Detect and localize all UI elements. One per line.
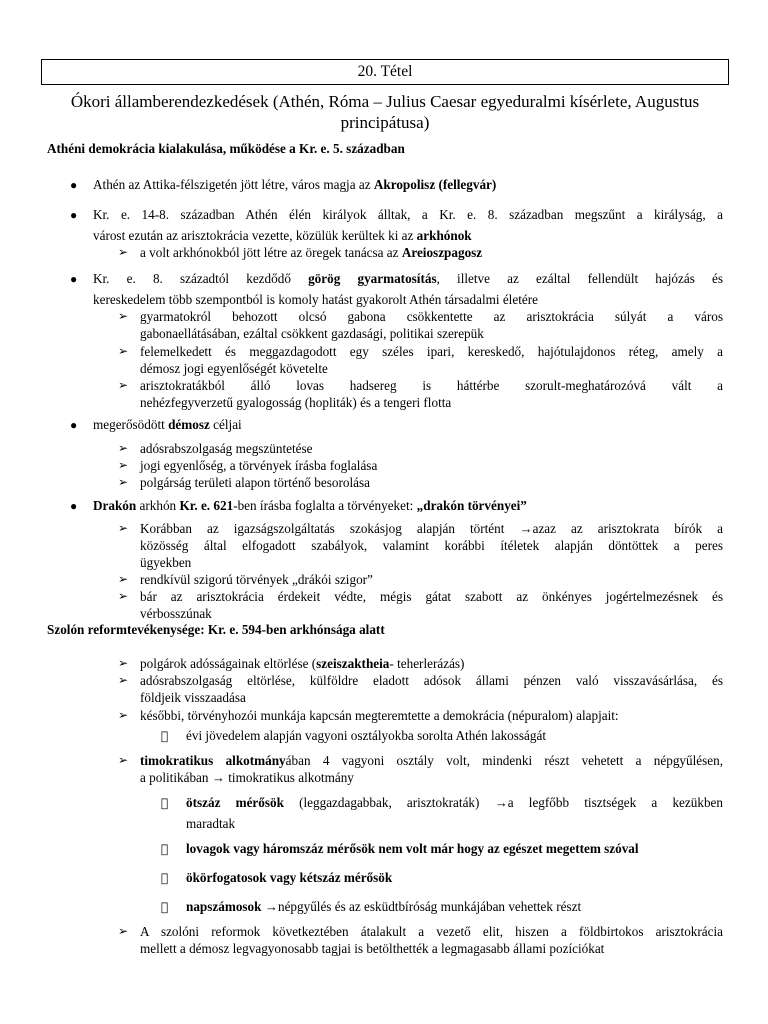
item-bold: Areioszpagosz bbox=[401, 245, 483, 260]
arrow-bullet-icon: ➢ bbox=[118, 458, 129, 472]
item-text: -ben írásba foglalta a törvényeket: bbox=[233, 498, 417, 513]
sub-list-item-line: rendkívül szigorú törvények „drákói szigor” bbox=[140, 572, 373, 587]
item-text: várost ezután az arisztokrácia vezette, közülük kerültek ki az bbox=[93, 228, 417, 243]
sub-list-item-line: ügyekben bbox=[140, 555, 192, 570]
subtitle-line-2: principátusa) bbox=[340, 113, 430, 132]
item-text: (leggazdagabbak, arisztokraták) →a legfőbb tisztségek a kezükben bbox=[283, 795, 723, 810]
square-bullet-icon bbox=[161, 839, 168, 859]
sub-list-item-line: démosz jogi egyenlőségét követelte bbox=[140, 361, 328, 376]
item-bold: Kr. e. 621 bbox=[179, 498, 234, 513]
sub-list-item-line: későbbi, törvényhozói munkája kapcsán megteremtette a demokrácia (népuralom) alapjait: bbox=[140, 708, 619, 723]
item-text: - teherlerázás) bbox=[389, 656, 465, 671]
item-bold: timokratikus alkotmány bbox=[140, 753, 286, 768]
item-bold: Drakón bbox=[93, 498, 137, 513]
section-heading-solon: Szolón reformtevékenysége: Kr. e. 594-ben arkhónsága alatt bbox=[47, 622, 385, 637]
list-item bbox=[93, 497, 527, 514]
class-item-line bbox=[186, 794, 723, 811]
arrow-bullet-icon: ➢ bbox=[118, 572, 129, 586]
item-bold: démosz bbox=[168, 417, 210, 432]
arrow-bullet-icon: ➢ bbox=[118, 656, 129, 670]
bullet-icon: ● bbox=[70, 499, 78, 513]
class-item bbox=[186, 898, 581, 915]
sub-list-item-line: gabonaellátásában, ezáltal csökkent gazdasági, politikai szerepük bbox=[140, 326, 484, 341]
sub-list-item bbox=[140, 655, 464, 672]
sub-list-item-line: közösség által elfogadott szabályok, valamint korábbi ítéletek alapján döntöttek a peres bbox=[140, 538, 723, 553]
sub-list-item: adósrabszolgaság megszüntetése bbox=[140, 441, 313, 456]
list-item-line: kereskedelem több szempontból is komoly hatást gyakorolt Athén társadalmi életére bbox=[93, 292, 538, 307]
sub-list-item-line: A szolóni reformok következtében átalakult a vezető elit, hiszen a földbirtokos arisztokrácia bbox=[140, 924, 723, 939]
arrow-bullet-icon: ➢ bbox=[118, 378, 129, 392]
square-bullet-icon bbox=[161, 897, 168, 917]
subtitle-line-1: Ókori államberendezkedések (Athén, Róma – Julius Caesar egyeduralmi kísérlete, Augustus bbox=[70, 92, 700, 111]
arrow-bullet-icon: ➢ bbox=[118, 708, 129, 722]
square-bullet-icon bbox=[161, 726, 168, 746]
arrow-bullet-icon: ➢ bbox=[118, 753, 129, 767]
item-text: a volt arkhónokból jött létre az öregek tanácsa az bbox=[140, 245, 402, 260]
arrow-bullet-icon: ➢ bbox=[118, 441, 129, 455]
item-text: polgárok adósságainak eltörlése ( bbox=[140, 656, 317, 671]
item-bold: Akropolisz (fellegvár) bbox=[373, 177, 497, 192]
arrow-bullet-icon: ➢ bbox=[118, 589, 129, 603]
class-item bbox=[186, 869, 392, 886]
arrow-bullet-icon: ➢ bbox=[118, 344, 129, 358]
item-bold: lovagok vagy háromszáz mérősök nem volt már hogy az egészet megettem szóval bbox=[186, 841, 639, 856]
class-item bbox=[186, 840, 639, 857]
item-bold: napszámosok bbox=[186, 899, 262, 914]
sub-list-item-line: bár az arisztokrácia érdekeit védte, mégis gátat szabott az önkényes jogértelmezésnek és bbox=[140, 589, 723, 604]
sub-list-item-line: felemelkedett és meggazdagodott egy széles ipari, kereskedő, hajótulajdonos réteg, amely a bbox=[140, 344, 723, 359]
item-text: arkhón bbox=[136, 498, 180, 513]
bullet-icon: ● bbox=[70, 418, 78, 432]
sub-list-item: polgárság területi alapon történő besorolása bbox=[140, 475, 370, 490]
item-text: Kr. e. 8. századtól kezdődő bbox=[93, 271, 309, 286]
bullet-icon: ● bbox=[70, 208, 78, 222]
item-bold: arkhónok bbox=[416, 228, 472, 243]
item-bold: ökörfogatosok vagy kétszáz mérősök bbox=[186, 870, 393, 885]
sub-list-item-line bbox=[140, 752, 723, 769]
item-text: Athén az Attika-félszigetén jött létre, város magja az bbox=[93, 177, 374, 192]
item-text: megerősödött bbox=[93, 417, 169, 432]
arrow-bullet-icon: ➢ bbox=[118, 475, 129, 489]
item-bold: görög gyarmatosítás bbox=[308, 271, 437, 286]
list-item-line: Kr. e. 14-8. században Athén élén királyok álltak, a Kr. e. 8. században megszűnt a királyság, a bbox=[93, 207, 723, 222]
sub-list-item-line: földjeik visszaadása bbox=[140, 690, 246, 705]
item-text: , illetve az ezáltal fellendült hajózás és bbox=[436, 271, 723, 286]
item-bold: „drakón törvényei” bbox=[416, 498, 527, 513]
sub-list-item-line: nehézfegyverzetű gyalogosság (hopliták) és a tengeri flotta bbox=[140, 395, 452, 410]
arrow-bullet-icon: ➢ bbox=[118, 924, 129, 938]
sub-list-item-line: adósrabszolgaság eltörlése, külföldre eladott adósok állami pénzen való visszavásárlása, és bbox=[140, 673, 723, 688]
sub-list-item-line: vérbosszúnak bbox=[140, 606, 212, 621]
item-text: céljai bbox=[209, 417, 242, 432]
class-item-line: maradtak bbox=[186, 816, 236, 831]
arrow-bullet-icon: ➢ bbox=[118, 521, 129, 535]
sub-list-item bbox=[140, 244, 482, 261]
arrow-bullet-icon: ➢ bbox=[118, 309, 129, 323]
sub-list-item-line: gyarmatokról behozott olcsó gabona csökkentette az arisztokrácia súlyát a város bbox=[140, 309, 723, 324]
item-text: →népgyűlés és az esküdtbíróság munkájában vehettek részt bbox=[261, 899, 582, 914]
sub-list-item-line: Korábban az igazságszolgáltatás szokásjog alapján történt →azaz az arisztokrata bírók a bbox=[140, 521, 723, 536]
sub-list-item-line: arisztokratákból álló lovas hadsereg is háttérbe szorult-meghatározóvá vált a bbox=[140, 378, 723, 393]
arrow-bullet-icon: ➢ bbox=[118, 245, 129, 259]
document-subtitle bbox=[41, 91, 729, 133]
arrow-bullet-icon: ➢ bbox=[118, 673, 129, 687]
bullet-icon: ● bbox=[70, 272, 78, 286]
sub-list-item: jogi egyenlőség, a törvények írásba foglalása bbox=[140, 458, 378, 473]
item-text: ában 4 vagyoni osztály volt, mindenki részt vehetett a népgyűlésen, bbox=[285, 753, 723, 768]
page-title: 20. Tétel bbox=[41, 59, 729, 85]
bullet-icon: ● bbox=[70, 178, 78, 192]
sub-list-item-line: mellett a démosz legvagyonosabb tagjai is betölthették a legmagasabb állami pozíciókat bbox=[140, 941, 605, 956]
section-heading-athens: Athéni demokrácia kialakulása, működése a Kr. e. 5. században bbox=[47, 141, 405, 156]
square-bullet-icon bbox=[161, 793, 168, 813]
list-item-line bbox=[93, 270, 723, 287]
item-bold: szeiszaktheia bbox=[316, 656, 390, 671]
square-bullet-icon bbox=[161, 868, 168, 888]
sub-sub-list-item: évi jövedelem alapján vagyoni osztályokba sorolta Athén lakosságát bbox=[186, 728, 546, 743]
sub-list-item-line: a politikában → timokratikus alkotmány bbox=[140, 770, 354, 785]
list-item bbox=[93, 176, 496, 193]
list-item-line bbox=[93, 227, 472, 244]
list-item bbox=[93, 416, 242, 433]
item-bold: ötszáz mérősök bbox=[186, 795, 284, 810]
